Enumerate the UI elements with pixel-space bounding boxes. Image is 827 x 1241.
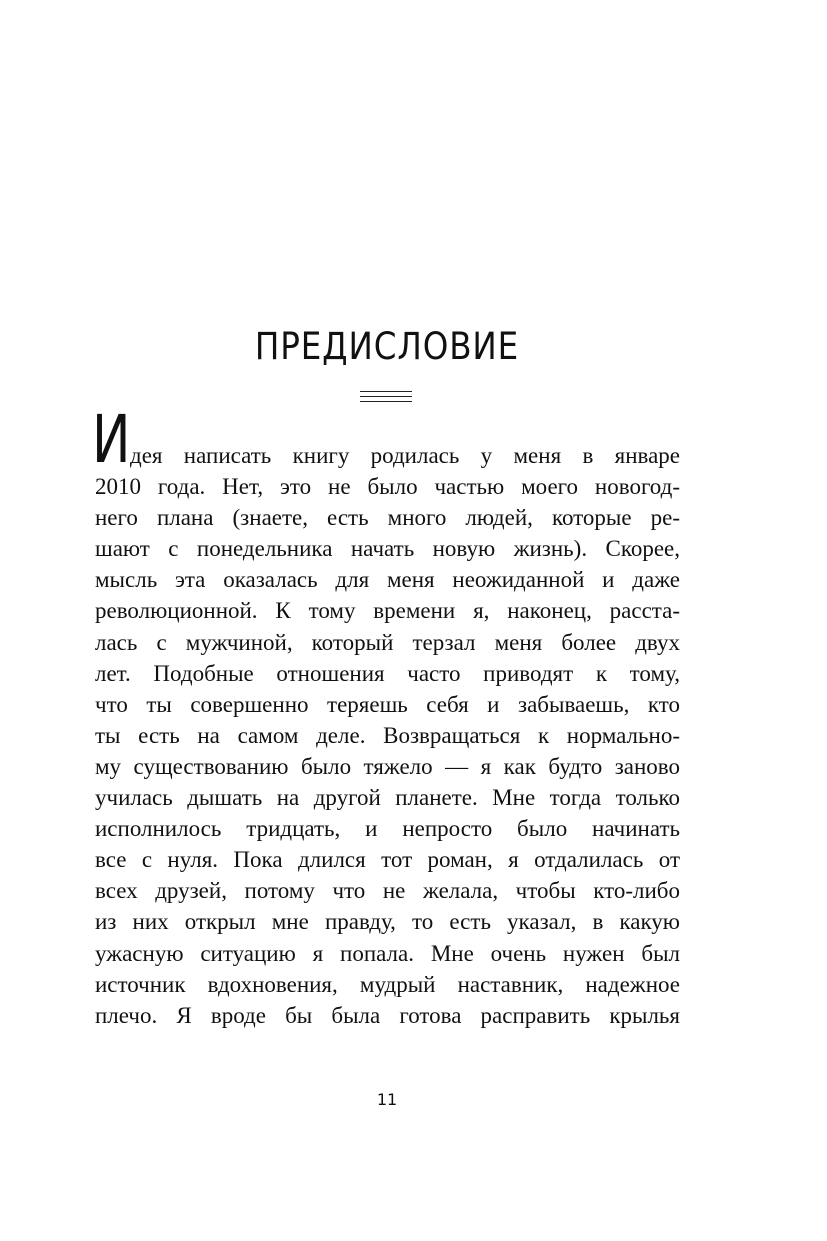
text-line: революционной. К тому времени я, наконец, расста- <box>95 598 680 624</box>
ornament-line <box>360 391 412 392</box>
text-line: ты есть на самом деле. Возвращаться к нормально- <box>95 722 680 748</box>
text-line: всех друзей, потому что не желала, чтобы кто-либо <box>95 878 680 904</box>
text-line: источник вдохновения, мудрый наставник, надежное <box>95 971 680 997</box>
title-ornament <box>360 390 412 406</box>
text-line: что ты совершенно теряешь себя и забываешь, кто <box>95 691 680 717</box>
text-line: исполнилось тридцать, и непросто было начинать <box>95 816 680 842</box>
text-line: шают с понедельника начать новую жизнь). Скорее, <box>95 536 680 562</box>
ornament-line <box>360 396 412 397</box>
text-line: лет. Подобные отношения часто приводят к тому, <box>95 660 680 686</box>
text-line: дея написать книгу родилась у меня в январе <box>130 443 680 468</box>
text-line: него плана (знаете, есть много людей, которые ре- <box>95 505 680 531</box>
text-line: плечо. Я вроде бы была готова расправить крылья <box>95 1002 680 1028</box>
text-line: ужасную ситуацию я попала. Мне очень нужен был <box>95 940 680 966</box>
text-line: из них открыл мне правду, то есть указал, в какую <box>95 909 680 935</box>
text-line: училась дышать на другой планете. Мне тогда только <box>95 785 680 811</box>
text-line: лась с мужчиной, который терзал меня более двух <box>95 629 680 655</box>
text-line: все с нуля. Пока длился тот роман, я отдалилась от <box>95 847 680 873</box>
text-line: 2010 года. Нет, это не было частью моего новогод- <box>95 474 680 500</box>
body-paragraph <box>95 440 680 1031</box>
drop-cap-letter: И <box>92 401 131 478</box>
page-number: 11 <box>376 1090 398 1109</box>
text-line: му существованию было тяжело — я как будто заново <box>95 753 680 779</box>
chapter-title: ПРЕДИСЛОВИЕ <box>254 325 520 368</box>
text-line: мысль эта оказалась для меня неожиданной и даже <box>95 567 680 593</box>
ornament-line <box>360 401 412 402</box>
